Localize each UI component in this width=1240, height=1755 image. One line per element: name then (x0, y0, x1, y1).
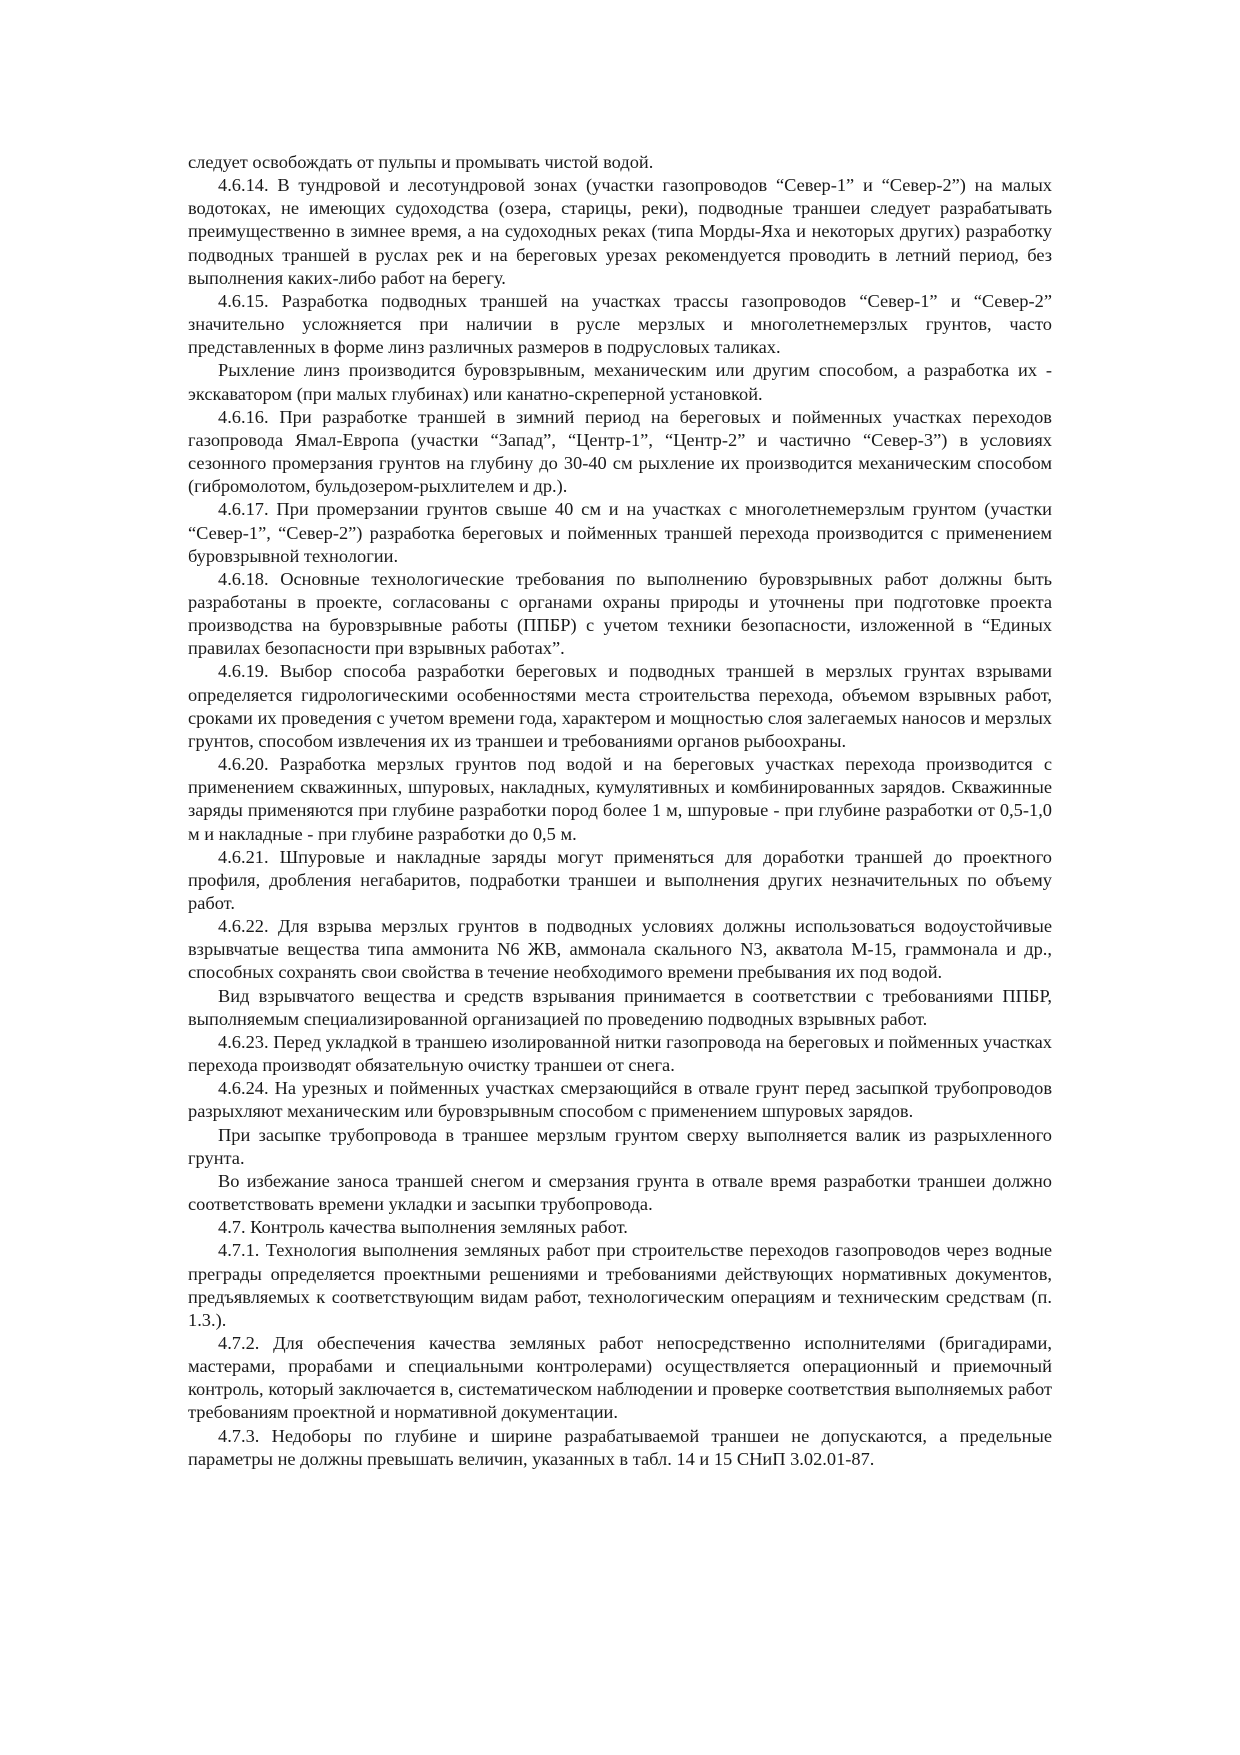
paragraph-4-6-14: 4.6.14. В тундровой и лесотундровой зонах (участки газопроводов “Север-1” и “Север-2”) на малых водотоках, не имеющих судоходства (озера, старицы, реки), подводные траншеи следует разрабатывать преимущественно в зимнее время, а на судоходных реках (типа Морды-Яха и некоторых других) разработку подводных траншей в руслах рек и на береговых урезах рекомендуется проводить в летний период, без выполнения каких-либо работ на берегу. (188, 175, 1052, 288)
paragraph-4-6-22: 4.6.22. Для взрыва мерзлых грунтов в подводных условиях должны использоваться водоустойчивые взрывчатые вещества типа аммонита N6 ЖВ, аммонала скального N3, акватола М-15, граммонала и др., способных сохранять свои свойства в течение необходимого времени пребывания их под водой. (188, 916, 1052, 983)
paragraph-4-6-19: 4.6.19. Выбор способа разработки береговых и подводных траншей в мерзлых грунтах взрывами определяется гидрологическими особенностями места строительства перехода, объемом взрывных работ, сроками их проведения с учетом времени года, характером и мощностью слоя залегаемых наносов и мерзлых грунтов, способом извлечения их из траншеи и требованиями органов рыбоохраны. (188, 661, 1052, 751)
paragraph-explosive-type: Вид взрывчатого вещества и средств взрывания принимается в соответствии с требованиями ППБР, выполняемым специализированной организацией по проведению подводных взрывных работ. (188, 985, 1052, 1029)
paragraph-4-7-3: 4.7.3. Недоборы по глубине и ширине разрабатываемой траншеи не допускаются, а предельные параметры не должны превышать величин, указанных в табл. 14 и 15 СНиП 3.02.01-87. (188, 1425, 1052, 1469)
paragraph-4-6-15: 4.6.15. Разработка подводных траншей на участках трассы газопроводов “Север-1” и “Север-2” значительно усложняется при наличии в русле мерзлых и многолетнемерзлых грунтов, часто представленных в форме линз различных размеров в подрусловых таликах. (188, 290, 1052, 358)
paragraph-snow-drift: Во избежание заноса траншей снегом и смерзания грунта в отвале время разработки траншеи должно соответствовать времени укладки и засыпки трубопровода. (188, 1170, 1052, 1215)
paragraph-4-6-20: 4.6.20. Разработка мерзлых грунтов под водой и на береговых участках перехода производится с применением скважинных, шпуровых, накладных, кумулятивных и комбинированных зарядов. Скважинные заряды применяются при глубине разработки пород более 1 м, шпуровые - при глубине разработки от 0,5-1,0 м и накладные - при глубине разработки до 0,5 м. (188, 754, 1052, 844)
paragraph-4-6-18: 4.6.18. Основные технологические требования по выполнению буровзрывных работ должны быть разработаны в проекте, согласованы с органами охраны природы и уточнены при подготовке проекта производства на буровзрывные работы (ППБР) с учетом техники безопасности, изложенной в “Единых правилах безопасности при взрывных работах”. (188, 568, 1052, 659)
paragraph-4-6-16: 4.6.16. При разработке траншей в зимний период на береговых и пойменных участках переходов газопровода Ямал-Европа (участки “Запад”, “Центр-1”, “Центр-2” и частично “Север-3”) в условиях сезонного промерзания грунтов на глубину до 30-40 см рыхление их производится механическим способом (гибромолотом, бульдозером-рыхлителем и др.). (188, 406, 1052, 497)
paragraph-lens-loosening: Рыхление линз производится буровзрывным, механическим или другим способом, а разработка их - экскаватором (при малых глубинах) или канатно-скреперной установкой. (188, 360, 1052, 404)
paragraph-4-7-2: 4.7.2. Для обеспечения качества земляных работ непосредственно исполнителями (бригадирами, мастерами, прорабами и специальными контролерами) осуществляется операционный и приемочный контроль, который заключается в, систематическом наблюдении и проверке соответствия выполняемых работ требованиям проектной и нормативной документации. (188, 1332, 1052, 1423)
paragraph-4-6-23: 4.6.23. Перед укладкой в траншею изолированной нитки газопровода на береговых и пойменных участках перехода производят обязательную очистку траншеи от снега. (188, 1031, 1052, 1076)
paragraph-4-7-1: 4.7.1. Технология выполнения земляных работ при строительстве переходов газопроводов через водные преграды определяется проектными решениями и требованиями действующих нормативных документов, предъявляемых к соответствующим видам работ, технологическим операциям и техническим средствам (п. 1.3.). (188, 1240, 1052, 1330)
paragraph-backfill-roller: При засыпке трубопровода в траншее мерзлым грунтом сверху выполняется валик из разрыхленного грунта. (188, 1124, 1052, 1168)
paragraph-4-6-24: 4.6.24. На урезных и пойменных участках смерзающийся в отвале грунт перед засыпкой трубопроводов разрыхляют механическим или буровзрывным способом с применением шпуровых зарядов. (188, 1078, 1052, 1122)
paragraph-4-6-21: 4.6.21. Шпуровые и накладные заряды могут применяться для доработки траншей до проектного профиля, дробления негабаритов, подработки траншеи и выполнения других незначительных по объему работ. (188, 846, 1052, 913)
paragraph-continuation: следует освобождать от пульпы и промывать чистой водой. (188, 152, 654, 172)
document-page (188, 151, 1052, 1471)
section-heading-4-7: 4.7. Контроль качества выполнения земляных работ. (218, 1217, 628, 1238)
paragraph-4-6-17: 4.6.17. При промерзании грунтов свыше 40 см и на участках с многолетнемерзлым грунтом (участки “Север-1”, “Север-2”) разработка береговых и пойменных траншей перехода производится с применением буровзрывной технологии. (188, 499, 1052, 566)
